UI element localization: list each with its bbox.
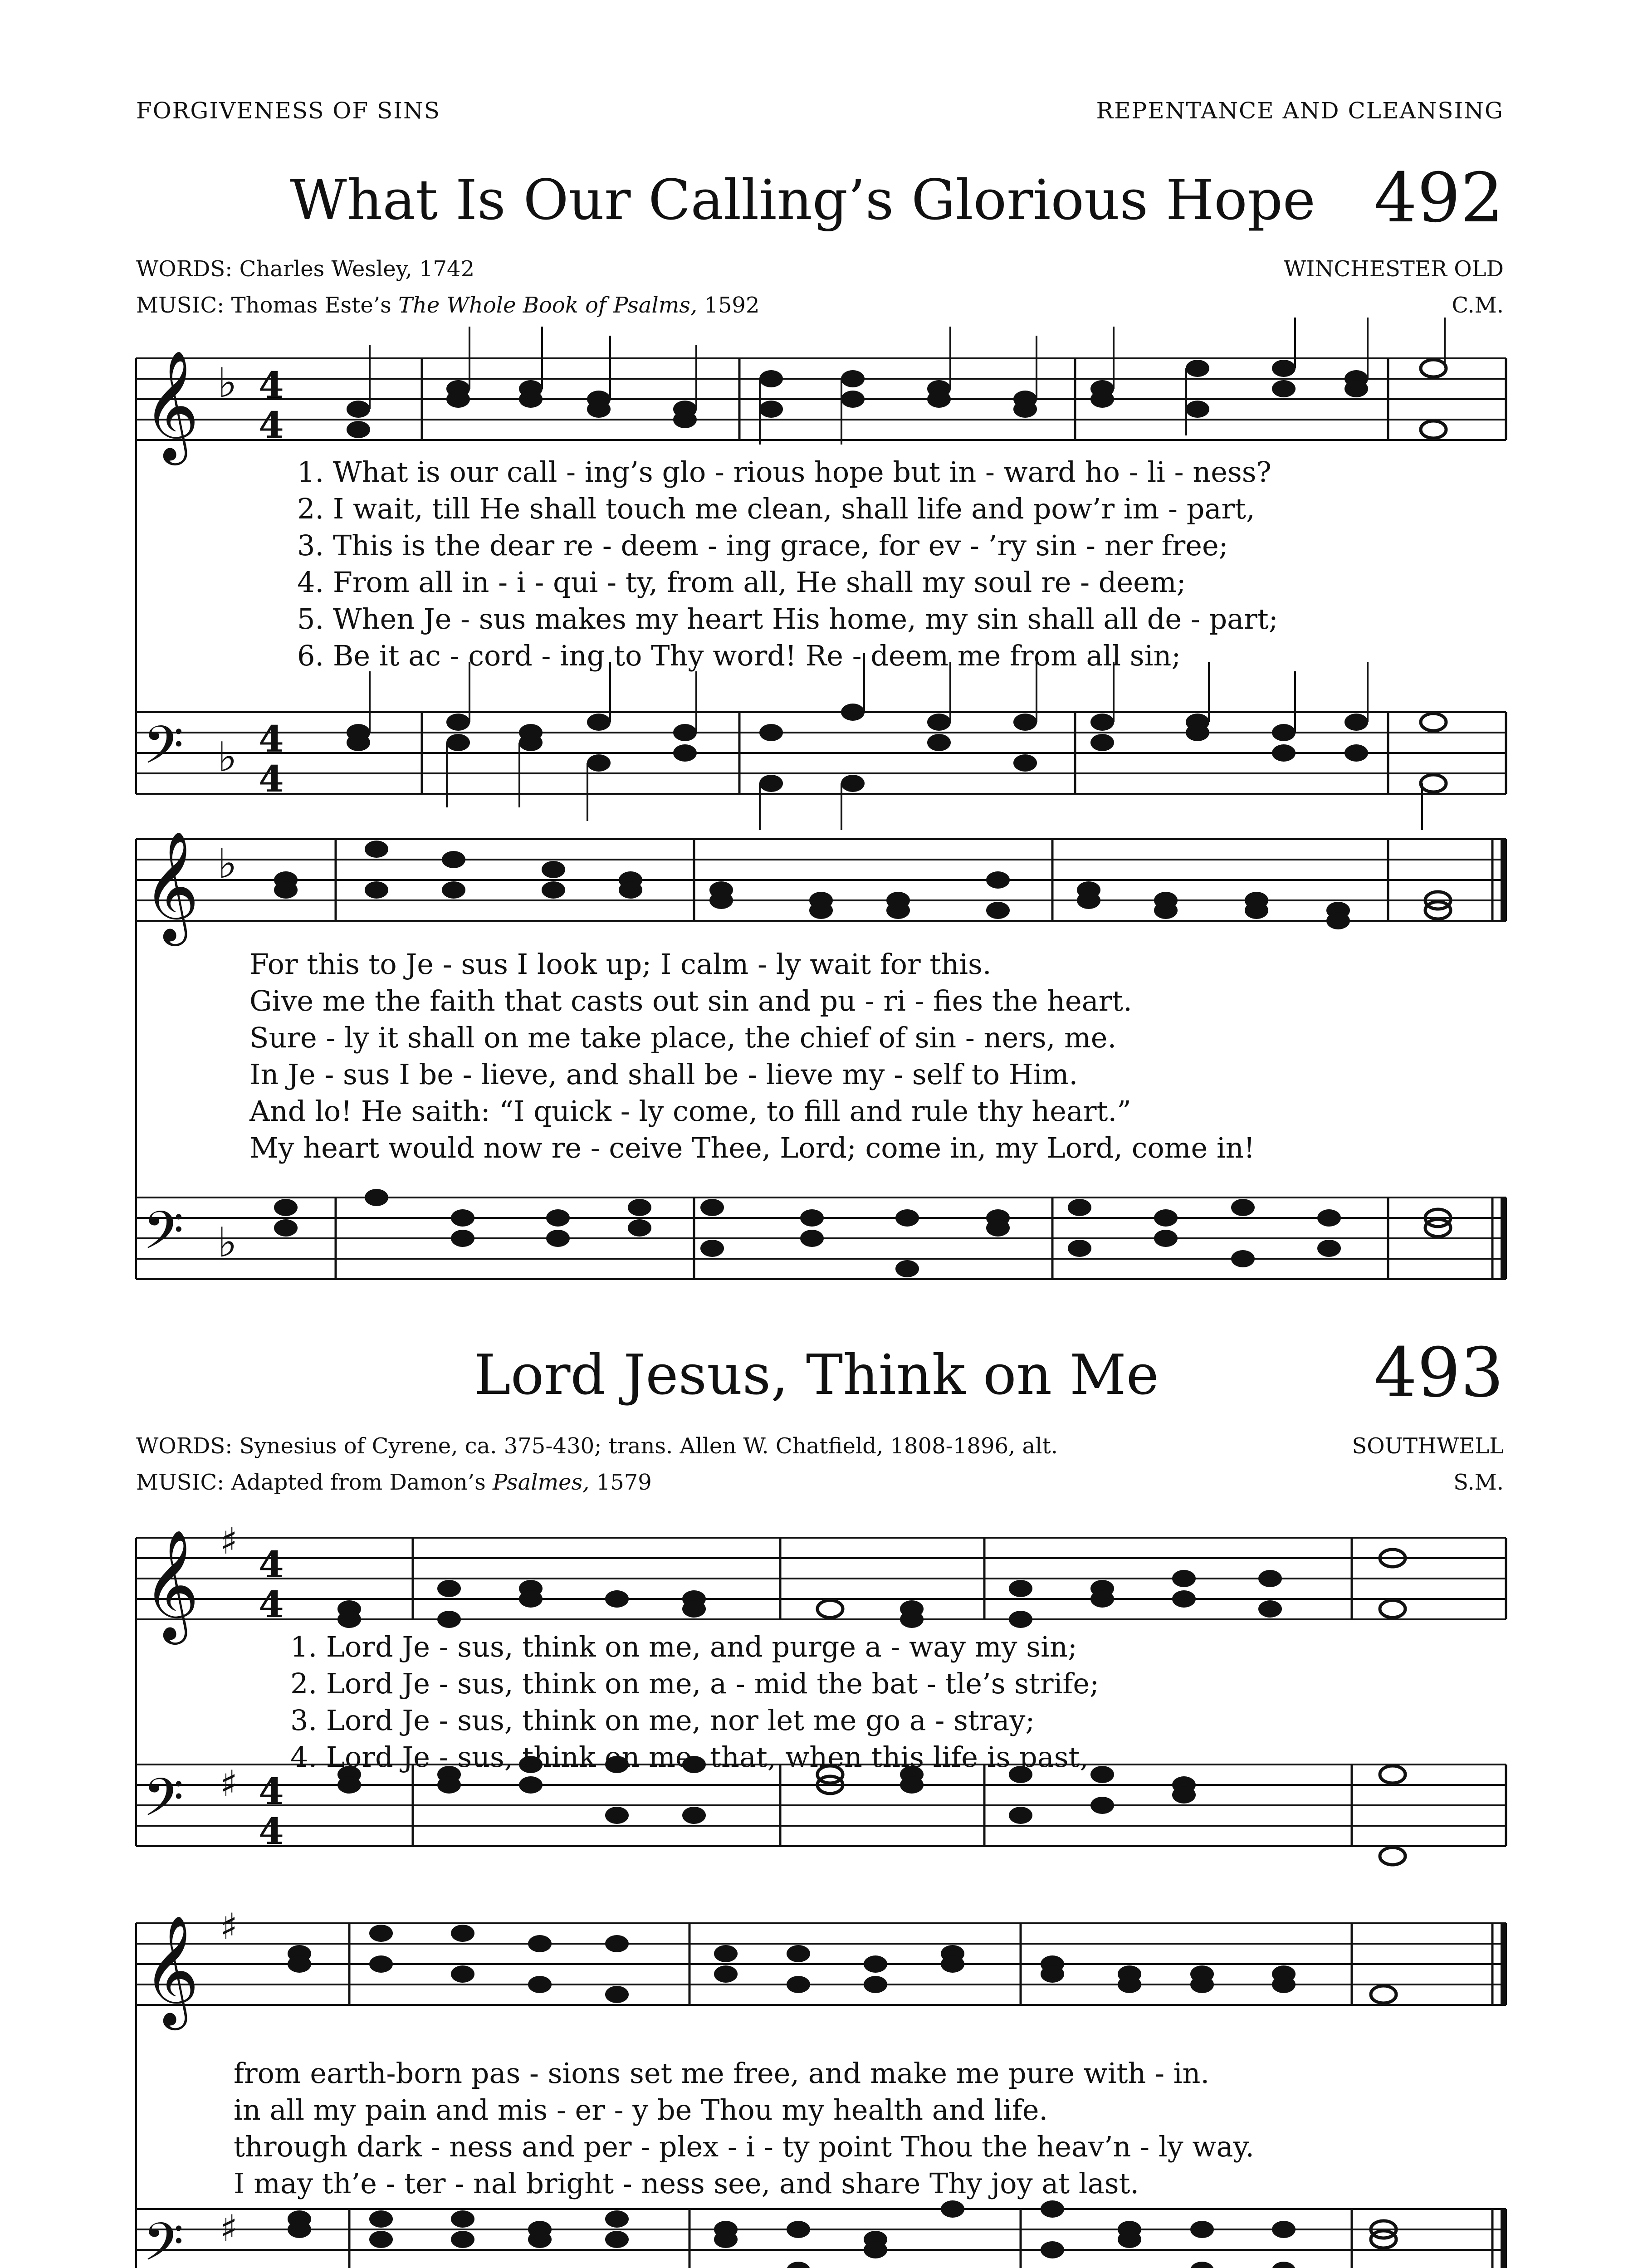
words-label: WORDS: <box>136 1433 233 1459</box>
svg-text:𝄞: 𝄞 <box>143 349 200 460</box>
svg-text:𝄞: 𝄞 <box>143 1529 200 1640</box>
verse-line: My heart would now re - ceive Thee, Lord; come in, my Lord, come in! <box>249 1131 1255 1164</box>
music-source-title: Psalmes, <box>492 1470 590 1495</box>
hymn-title: Lord Jesus, Think on Me <box>474 1343 1159 1407</box>
music-label: MUSIC: <box>136 1470 225 1495</box>
svg-text:♯: ♯ <box>220 1906 238 1948</box>
svg-text:4: 4 <box>259 1810 284 1853</box>
svg-text:𝄞: 𝄞 <box>143 830 200 941</box>
verse-line: And lo! He saith: “I quick - ly come, to fill and rule thy heart.” <box>249 1095 1131 1128</box>
svg-text:♭: ♭ <box>218 1219 237 1266</box>
verse-line: Give me the faith that casts out sin and pu - ri - fies the heart. <box>249 984 1132 1017</box>
verse-line: 4. From all in - i - qui - ty, from all, He shall my soul re - deem; <box>297 566 1186 599</box>
music-source: Thomas Este’s <box>231 293 398 318</box>
verse-line: 2. I wait, till He shall touch me clean, shall life and pow’r im - part, <box>297 492 1255 525</box>
verse-line: 3. This is the dear re - deem - ing grace, for ev - ’ry sin - ner free; <box>297 529 1228 562</box>
verse-line: 1. Lord Je - sus, think on me, and purge a - way my sin; <box>290 1630 1077 1663</box>
verse-line: from earth-born pas - sions set me free, and make me pure with - in. <box>234 2057 1210 2090</box>
verse-line: 2. Lord Je - sus, think on me, a - mid the bat - tle’s strife; <box>290 1667 1099 1700</box>
svg-text:4: 4 <box>259 718 284 760</box>
verse-line: 4. Lord Je - sus, think on me, that, when this life is past, <box>290 1740 1089 1774</box>
svg-text:𝄞: 𝄞 <box>143 1914 200 2025</box>
svg-text:𝄢: 𝄢 <box>143 715 184 789</box>
verse-line: in all my pain and mis - er - y be Thou my health and life. <box>234 2093 1048 2126</box>
music-credit <box>136 293 760 318</box>
verse-line: 5. When Je - sus makes my heart His home, my sin shall all de - part; <box>297 602 1278 635</box>
meter: C.M. <box>1452 293 1504 318</box>
svg-text:♯: ♯ <box>220 1520 238 1562</box>
svg-text:♯: ♯ <box>220 1763 238 1805</box>
svg-text:𝄢: 𝄢 <box>143 1767 184 1841</box>
tune-name: WINCHESTER OLD <box>1284 256 1504 282</box>
verse-line: 6. Be it ac - cord - ing to Thy word! Re - deem me from all sin; <box>297 639 1181 672</box>
music-source-year: 1592 <box>697 293 760 318</box>
verse-line: Sure - ly it shall on me take place, the chief of sin - ners, me. <box>249 1021 1117 1054</box>
hymn-number: 493 <box>1374 1334 1504 1413</box>
music-label: MUSIC: <box>136 293 225 318</box>
svg-text:𝄢: 𝄢 <box>143 1200 184 1274</box>
words-label: WORDS: <box>136 256 233 282</box>
hymn-493-verses-part-1 <box>290 1628 1099 1775</box>
section-header-left: FORGIVENESS OF SINS <box>136 98 440 124</box>
meter: S.M. <box>1453 1470 1504 1495</box>
svg-text:4: 4 <box>259 758 284 800</box>
hymn-number: 492 <box>1374 159 1504 238</box>
svg-text:♯: ♯ <box>220 2207 238 2249</box>
words-author: Synesius of Cyrene, ca. 375-430; trans. Allen W. Chatfield, 1808-1896, alt. <box>239 1433 1058 1459</box>
svg-text:♭: ♭ <box>218 359 237 407</box>
tune-name: SOUTHWELL <box>1352 1433 1504 1459</box>
verse-line: 1. What is our call - ing’s glo - rious hope but in - ward ho - li - ness? <box>297 455 1271 489</box>
words-author: Charles Wesley, 1742 <box>239 256 475 282</box>
section-header-right: REPENTANCE AND CLEANSING <box>1096 98 1504 124</box>
svg-text:4: 4 <box>259 364 284 406</box>
svg-text:♭: ♭ <box>218 733 237 781</box>
bass-notes <box>347 704 1446 792</box>
svg-text:𝄢: 𝄢 <box>143 2212 184 2268</box>
verse-line: For this to Je - sus I look up; I calm - ly wait for this. <box>249 948 992 981</box>
hymn-492-verses-part-2 <box>249 946 1255 1166</box>
svg-text:4: 4 <box>259 1543 284 1586</box>
verse-line: 3. Lord Je - sus, think on me, nor let me go a - stray; <box>290 1704 1035 1737</box>
words-credit <box>136 256 474 282</box>
hymn-title: What Is Our Calling’s Glorious Hope <box>290 168 1315 232</box>
music-source-year: 1579 <box>589 1470 652 1495</box>
svg-text:4: 4 <box>259 404 284 446</box>
music-source: Adapted from Damon’s <box>231 1470 493 1495</box>
svg-text:♭: ♭ <box>218 840 237 888</box>
verse-line: through dark - ness and per - plex - i - ty point Thou the heav’n - ly way. <box>234 2130 1254 2163</box>
music-source-title: The Whole Book of Psalms, <box>398 293 698 318</box>
words-credit <box>136 1433 1058 1459</box>
svg-text:4: 4 <box>259 1770 284 1813</box>
svg-text:4: 4 <box>259 1583 284 1626</box>
hymn-493-verses-part-2 <box>234 2055 1254 2202</box>
verse-line: I may th’e - ter - nal bright - ness see, and share Thy joy at last. <box>234 2167 1139 2200</box>
hymn-492-verses-part-1 <box>297 454 1278 674</box>
verse-line: In Je - sus I be - lieve, and shall be - lieve my - self to Him. <box>249 1058 1078 1091</box>
music-credit <box>136 1470 652 1495</box>
